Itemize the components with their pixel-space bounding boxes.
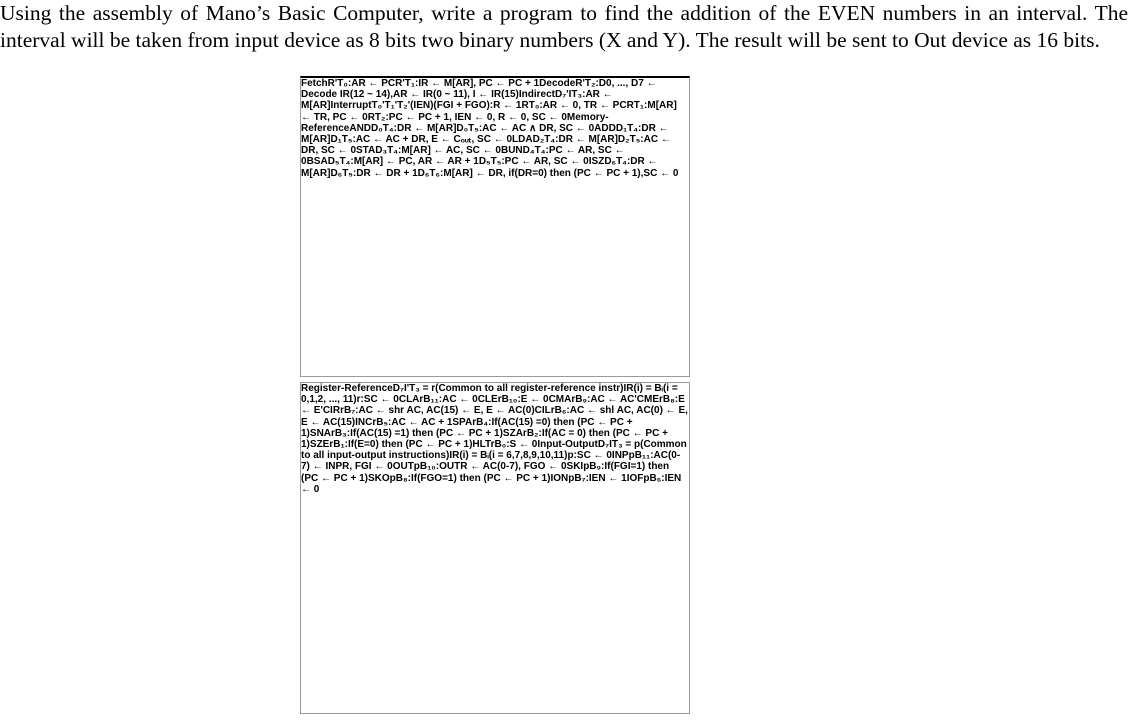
table1-label: Indirect <box>518 89 555 101</box>
table2-op: E ← E' <box>301 394 685 417</box>
table2-cond: rB₁₀: <box>497 394 521 406</box>
table2-op: AC ← AC' <box>590 394 637 406</box>
table2-op: SC ← 0 <box>576 450 612 462</box>
table1-label: ISZ <box>588 156 605 168</box>
table1-op: PC ← AR, SC ← 0 <box>301 145 625 168</box>
table2-label: INC <box>355 416 373 428</box>
table2-op: AC ← shr AC, AC(15) ← E, E ← AC(0) <box>358 405 535 417</box>
table2-cond: rB₇: <box>340 405 359 417</box>
table2-label: CME <box>636 394 659 406</box>
table1-op: PC ← PC + 1, IEN ← 0, R ← 0, SC ← 0 <box>388 111 567 123</box>
table1-op: DR ← M[AR] <box>301 156 658 179</box>
table2-cond: rB₁: <box>329 439 348 451</box>
table2-cond: rB₀: <box>490 439 510 451</box>
table2-label: SZA <box>502 427 523 439</box>
table2-op: AC ← shl AC, AC(0) ← E, E ← AC(15) <box>301 405 688 428</box>
table2-op: AC ← 0 <box>442 394 478 406</box>
table1-op: DR ← M[AR] <box>396 122 457 134</box>
table1-op: M[AR] ← AC, SC ← 0 <box>401 145 501 157</box>
table1-cond: D₀T₅: <box>456 122 483 134</box>
table2-op: AC ← AC + 1 <box>391 416 453 428</box>
table2-cond: p: <box>567 450 577 462</box>
table2-op: IEN ← 0 <box>301 472 682 495</box>
table1-label: AND <box>349 122 372 134</box>
table1-cond: D₆T₆: <box>417 167 444 179</box>
table1-label: Decode <box>539 78 576 89</box>
table2-label: SPA <box>452 416 473 428</box>
table1-cond: D₁T₄: <box>615 122 642 134</box>
table1-label: BUN <box>500 145 523 157</box>
table2-op: AC(0-7) ← INPR, FGI ← 0 <box>301 450 681 473</box>
table1-cond: D₅T₄: <box>327 156 354 168</box>
table1-op: AC ← AC ∧ DR, SC ← 0 <box>482 122 595 134</box>
table2-cond: pB₁₀: <box>413 461 440 473</box>
table2-cond: rB₆: <box>550 405 570 417</box>
control-functions-table <box>300 76 690 377</box>
table1-cond: R'T₂: <box>575 78 599 89</box>
table1-op: SC ← 0 <box>643 167 679 179</box>
table1-cond: D₂T₄: <box>532 134 559 146</box>
table2-op: If(AC(15) =1) then (PC ← PC + 1) <box>350 427 503 439</box>
table2-cond: pB₆: <box>643 472 665 484</box>
table1-cond: D₃T₄: <box>375 145 402 157</box>
table1-cond: RT₂: <box>367 111 389 123</box>
table2-label: SKO <box>367 472 390 484</box>
table1-label: Interrupt <box>330 100 372 112</box>
table1-op: DR ← DR + 1 <box>356 167 418 179</box>
table2-label: SZE <box>309 439 330 451</box>
table1-label: STA <box>356 145 376 157</box>
table1-label: ADD <box>594 122 616 134</box>
table2-op: S ← 0 <box>509 439 538 451</box>
table2-op: (Common to all input-output instructions) <box>301 439 687 462</box>
table1-op: AR ← IR(0 ~ 11), I ← IR(15) <box>392 89 519 101</box>
table1-cond: R'T₁: <box>395 78 419 89</box>
table1-op: PC ← AR, SC ← 0 <box>504 156 589 168</box>
table2-cond: rB₄: <box>472 416 492 428</box>
table1-cond: D₇'IT₃: <box>554 89 586 101</box>
table2-cond: pB₇: <box>568 472 589 484</box>
table1-op: DR ← M[AR] <box>301 122 669 146</box>
table2-label: INP <box>611 450 629 462</box>
table1-cond: D₆T₄: <box>604 156 631 168</box>
table1-op: M[AR] ← DR, if(DR=0) then (PC ← PC + 1), <box>443 167 644 179</box>
table2-label: CLA <box>398 394 420 406</box>
table1-cond: D₀T₄: <box>371 122 397 134</box>
table1-op: D0, ..., D7 ← Decode IR(12 ~ 14), <box>301 78 657 101</box>
table2-label: CLE <box>477 394 498 406</box>
table2-op: (i = 0,1,2, ..., 11) <box>301 383 678 406</box>
table1-op: AR ← 0, TR ← PC <box>542 100 627 112</box>
table2-op: OUTR ← AC(0-7), FGO ← 0 <box>439 461 567 473</box>
table2-cond: pB₉: <box>583 461 605 473</box>
table2-label: Input-Output <box>537 439 598 451</box>
question-text: Using the assembly of Mano’s Basic Computer, write a program to find the addition of the EVEN numbers in an interval. The interval will be taken from input device as 8 bits two binary numbers (X and Y). The result will be sent to Out device as 16 bits. <box>0 1 1128 52</box>
table2-op: SC ← 0 <box>363 394 399 406</box>
table1-op: M[AR] ← PC, AR ← AR + 1 <box>353 156 479 168</box>
table1-label: Fetch <box>301 78 328 89</box>
table2-cond: IR(i) = Bᵢ <box>449 450 489 462</box>
table1-cond: D₄T₄: <box>522 145 549 157</box>
table2-cond: pB₁₁: <box>628 450 654 462</box>
table1-cond: D₁T₅: <box>330 134 356 146</box>
table2-op: (Common to all register-reference instr) <box>435 383 624 394</box>
table1-label: BSA <box>306 156 328 168</box>
table2-cond: IR(i) = Bᵢ <box>623 383 663 394</box>
table1-op: M[AR] ← TR, PC ← 0 <box>301 100 677 123</box>
table2-label: HLT <box>472 439 491 451</box>
table2-cond: D₇I'T₃ = r <box>392 383 436 394</box>
table2-label: CMA <box>548 394 572 406</box>
table2-label: SNA <box>309 427 332 439</box>
table2-cond: rB₅: <box>372 416 392 428</box>
table2-label: ION <box>550 472 569 484</box>
table2-op: E ← 0 <box>520 394 549 406</box>
table1-label: Memory-Reference <box>301 111 609 134</box>
table1-op: DR ← M[AR] <box>558 134 618 146</box>
table2-op: If(FGI=1) then (PC ← PC + 1) <box>301 461 670 484</box>
table1-cond: D₂T₅: <box>617 134 644 146</box>
table2-cond: pB₈: <box>389 472 411 484</box>
table2-label: SKI <box>566 461 584 473</box>
table1-cond: D₆T₅: <box>330 167 357 179</box>
table1-cond: RT₀: <box>521 100 543 112</box>
table2-label: CIL <box>534 405 551 417</box>
table2-cond: D₇IT₃ = p <box>597 439 641 451</box>
table2-cond: rB₃: <box>331 427 351 439</box>
table2-op: IEN ← 1 <box>588 472 627 484</box>
table2-label: CIR <box>322 405 341 417</box>
table2-cond: r: <box>356 394 364 406</box>
table2-cond: rB₂: <box>522 427 542 439</box>
table2-cond: rB₁₁: <box>419 394 443 406</box>
table2-label: OUT <box>392 461 414 473</box>
table1-op: AR ← M[AR] <box>301 89 613 112</box>
table1-op: AC ← AC + DR, E ← Cₒᵤₜ, SC ← 0 <box>355 134 513 146</box>
table2-op: If(E=0) then (PC ← PC + 1) <box>347 439 473 451</box>
table1-op: AR ← PC <box>351 78 396 89</box>
table1-cond: T₀'T₁'T₂'(IEN)(FGI + FGO): <box>371 100 494 112</box>
table2-label: Register-Reference <box>301 383 393 394</box>
table1-cond: R'T₀: <box>327 78 352 89</box>
table2-cond: rB₈: <box>659 394 679 406</box>
table2-op: If(AC(15) =0) then (PC ← PC + 1) <box>301 416 633 439</box>
table1-op: R ← 1 <box>493 100 522 112</box>
table1-op: IR ← M[AR], PC ← PC + 1 <box>418 78 540 89</box>
table2-label: IOF <box>626 472 644 484</box>
register-io-table <box>300 382 690 714</box>
table1-op: AC ← DR, SC ← 0 <box>301 134 671 157</box>
table2-op: If(FGO=1) then (PC ← PC + 1) <box>410 472 551 484</box>
table1-label: LDA <box>512 134 533 146</box>
table2-op: (i = 6,7,8,9,10,11) <box>488 450 568 462</box>
table2-cond: rB₉: <box>571 394 591 406</box>
table1-cond: RT₁: <box>626 100 648 112</box>
table1-cond: D₅T₅: <box>478 156 505 168</box>
table2-op: If(AC = 0) then (PC ← PC + 1) <box>301 427 668 451</box>
